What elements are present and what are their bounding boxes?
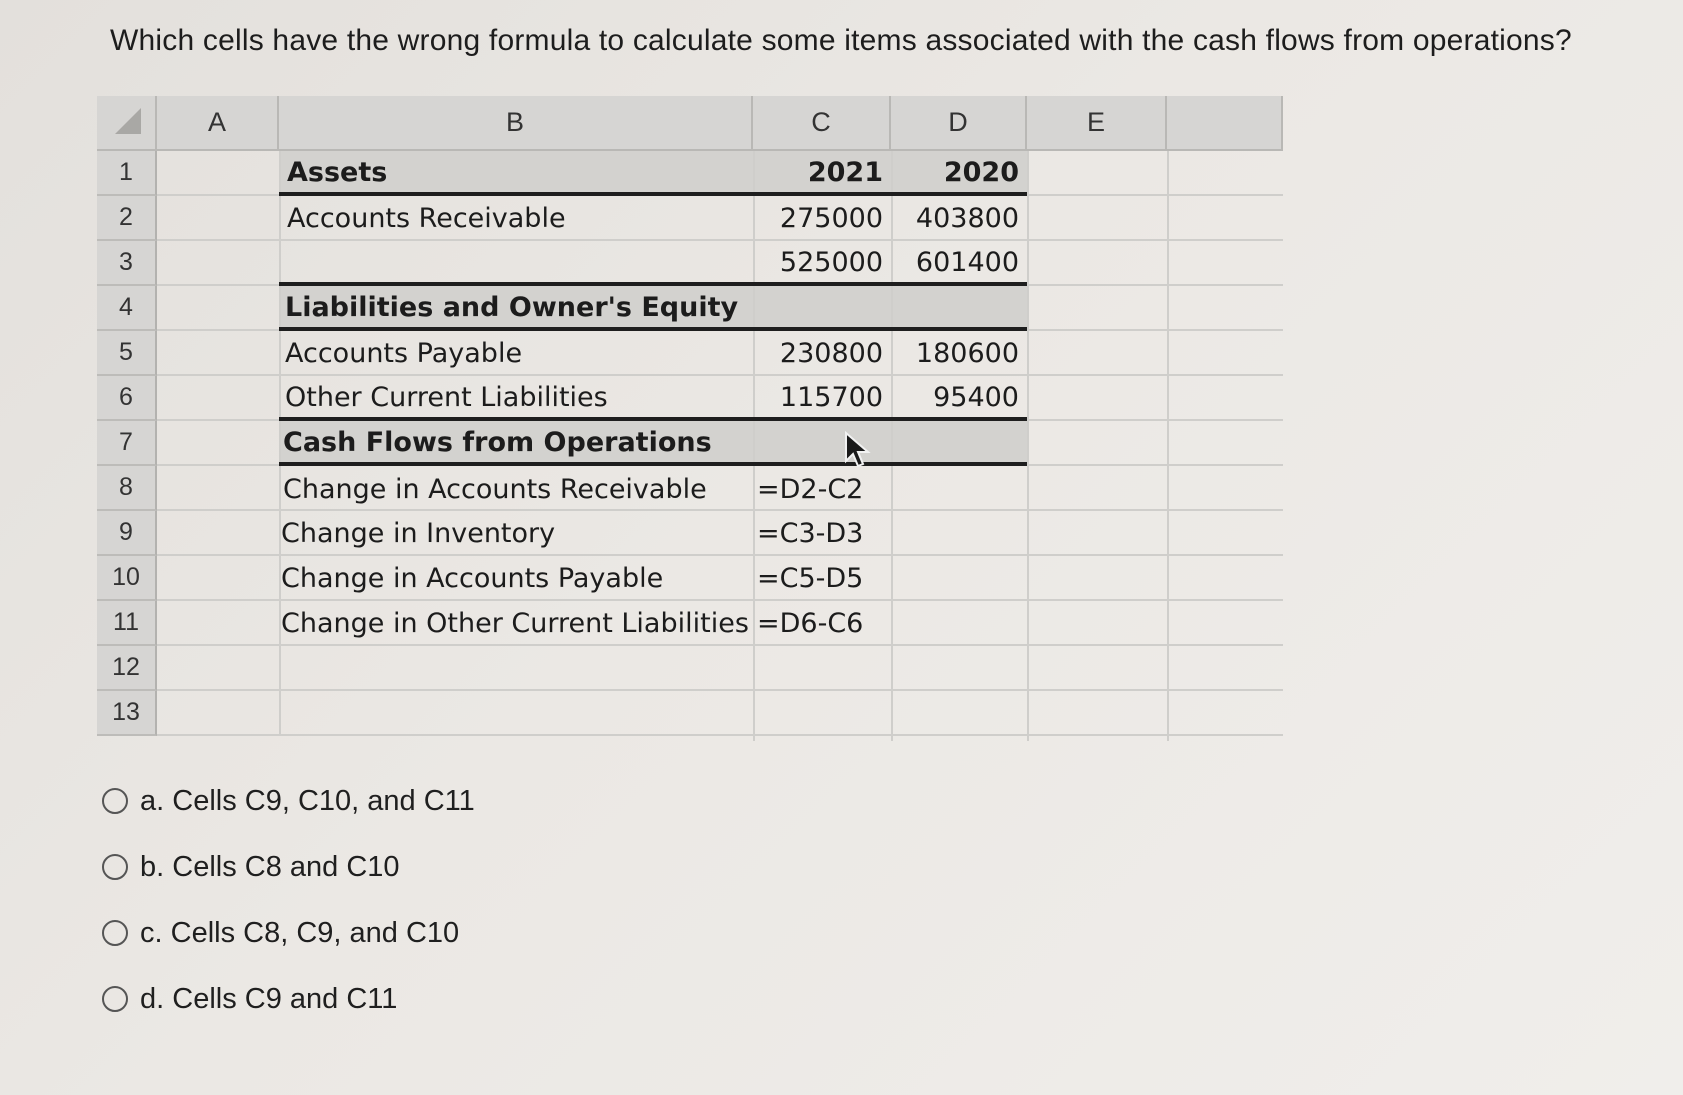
cell-b7[interactable]: Cash Flows from Operations <box>283 427 712 458</box>
grid-column-line <box>1167 151 1169 741</box>
cell-c3[interactable]: 525000 <box>779 247 883 278</box>
cell-c8[interactable]: =D2-C2 <box>757 474 864 505</box>
cell-c10[interactable]: =C5-D5 <box>757 563 864 594</box>
row-header-5[interactable]: 5 <box>97 331 157 376</box>
cell-b6[interactable]: Other Current Liabilities <box>285 382 608 413</box>
column-header-e[interactable]: E <box>1027 96 1167 151</box>
option-letter: c. <box>140 916 163 949</box>
radio-icon[interactable] <box>102 788 128 814</box>
row-header-9[interactable]: 9 <box>97 511 157 556</box>
cell-b8[interactable]: Change in Accounts Receivable <box>283 474 707 505</box>
grid-row <box>157 691 1283 736</box>
spreadsheet <box>97 96 1283 741</box>
row-header-12[interactable]: 12 <box>97 646 157 691</box>
row-header-4[interactable]: 4 <box>97 286 157 331</box>
cell-d1[interactable]: 2020 <box>943 157 1019 188</box>
cell-c1[interactable]: 2021 <box>807 157 883 188</box>
column-header-b[interactable]: B <box>279 96 753 151</box>
row-header-10[interactable]: 10 <box>97 556 157 601</box>
cell-d3[interactable]: 601400 <box>915 247 1019 278</box>
column-header-d[interactable]: D <box>891 96 1027 151</box>
option-a[interactable] <box>102 768 475 834</box>
cell-b9[interactable]: Change in Inventory <box>281 518 556 549</box>
row-header-11[interactable]: 11 <box>97 601 157 646</box>
row-header-2[interactable]: 2 <box>97 196 157 241</box>
grid-column-line <box>1027 151 1029 741</box>
cell-b4[interactable]: Liabilities and Owner's Equity <box>285 292 739 323</box>
cell-d6[interactable]: 95400 <box>933 382 1019 413</box>
grid-column-line <box>279 151 281 736</box>
select-all-corner[interactable] <box>97 96 157 151</box>
row-header-3[interactable]: 3 <box>97 241 157 286</box>
cell-c2[interactable]: 275000 <box>779 203 883 234</box>
cell-c5[interactable]: 230800 <box>779 338 883 369</box>
row-header-8[interactable]: 8 <box>97 466 157 511</box>
option-letter: a. <box>140 784 165 817</box>
option-text: Cells C9 and C11 <box>172 982 398 1015</box>
mouse-pointer-icon <box>844 431 872 471</box>
option-d[interactable] <box>102 966 475 1032</box>
grid-row <box>157 241 1283 286</box>
cell-b10[interactable]: Change in Accounts Payable <box>281 563 664 594</box>
column-header-c[interactable]: C <box>753 96 891 151</box>
row-header-13[interactable]: 13 <box>97 691 157 736</box>
answer-options <box>102 768 475 1032</box>
column-header-a[interactable]: A <box>157 96 279 151</box>
cell-d5[interactable]: 180600 <box>915 338 1019 369</box>
option-c[interactable] <box>102 900 475 966</box>
option-text: Cells C8, C9, and C10 <box>170 916 460 949</box>
column-header-blank <box>1167 96 1283 151</box>
row-header-1[interactable]: 1 <box>97 151 157 196</box>
radio-icon[interactable] <box>102 920 128 946</box>
cell-c11[interactable]: =D6-C6 <box>757 608 864 639</box>
radio-icon[interactable] <box>102 854 128 880</box>
option-text: Cells C8 and C10 <box>172 850 400 883</box>
row-header-7[interactable]: 7 <box>97 421 157 466</box>
cell-b5[interactable]: Accounts Payable <box>285 338 523 369</box>
cell-c6[interactable]: 115700 <box>779 382 883 413</box>
row-header-6[interactable]: 6 <box>97 376 157 421</box>
option-text: Cells C9, C10, and C11 <box>172 784 475 817</box>
cell-c9[interactable]: =C3-D3 <box>757 518 864 549</box>
select-all-corner-icon <box>115 108 141 134</box>
cell-b11[interactable]: Change in Other Current Liabilities <box>281 608 749 639</box>
cell-b1[interactable]: Assets <box>287 157 388 188</box>
option-letter: b. <box>140 850 165 883</box>
cell-b2[interactable]: Accounts Receivable <box>287 203 566 234</box>
radio-icon[interactable] <box>102 986 128 1012</box>
grid-row <box>157 646 1283 691</box>
question-text: Which cells have the wrong formula to calculate some items associated with the cash flows from operations? <box>110 24 1572 57</box>
option-letter: d. <box>140 982 165 1015</box>
cell-d2[interactable]: 403800 <box>915 203 1019 234</box>
option-b[interactable] <box>102 834 475 900</box>
